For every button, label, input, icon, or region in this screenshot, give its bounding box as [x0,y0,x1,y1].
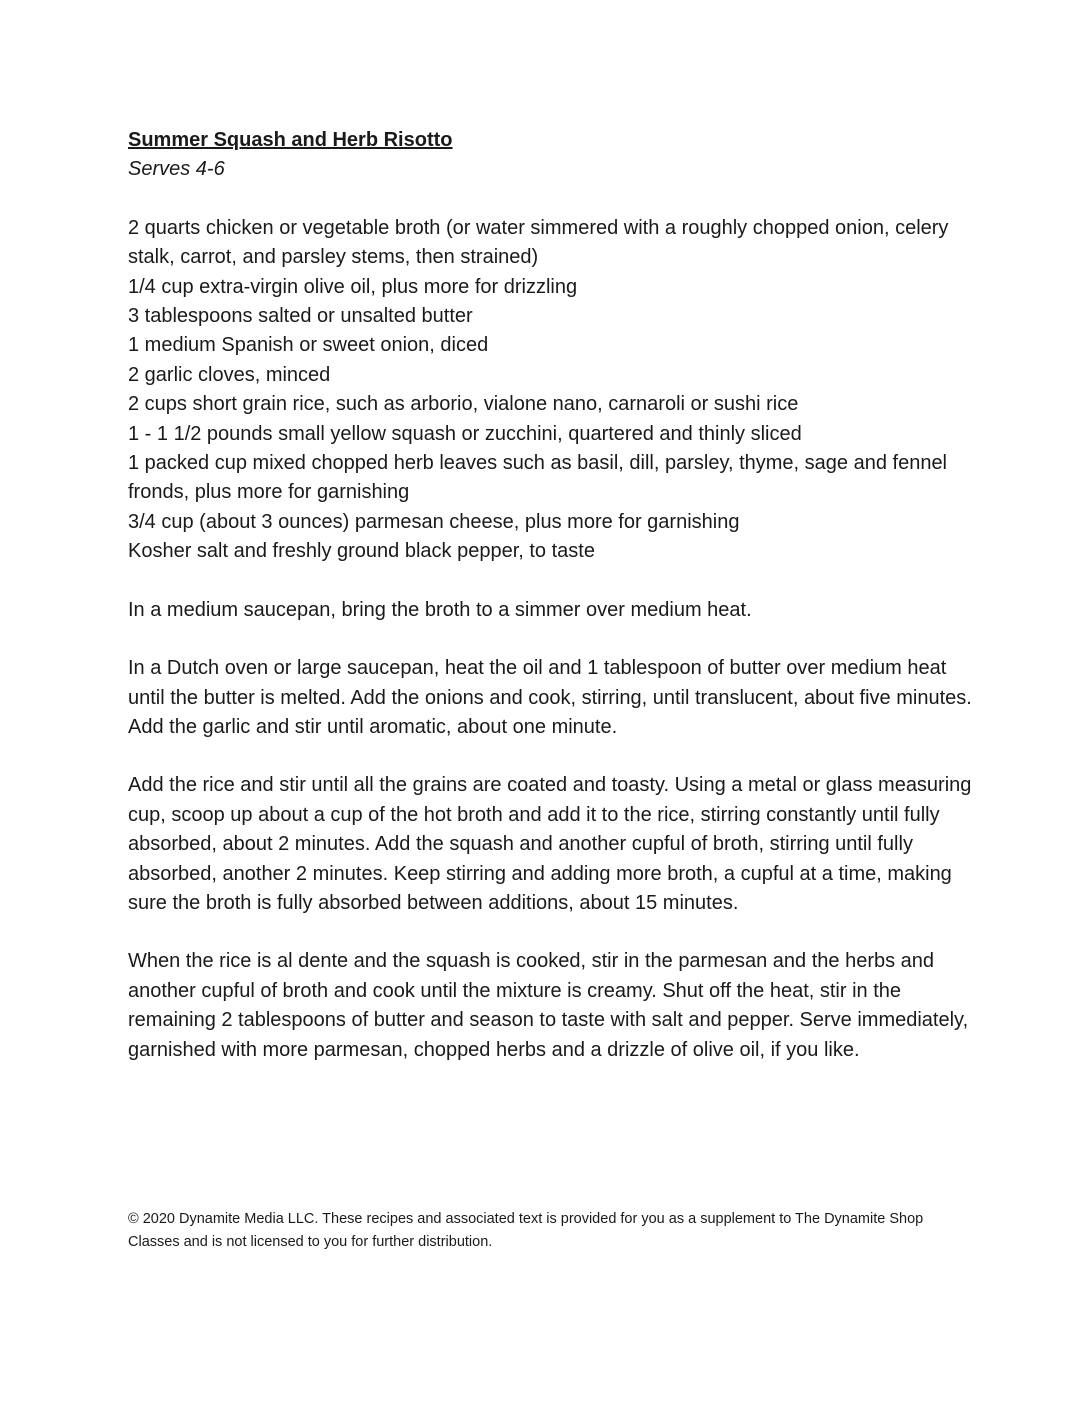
ingredient-item: 2 cups short grain rice, such as arborio, vialone nano, carnaroli or sushi rice [128,393,799,416]
ingredient-item: 3 tablespoons salted or unsalted butter [128,305,473,328]
ingredient-item: 2 quarts chicken or vegetable broth (or water simmered with a roughly chopped onion, celery stalk, carrot, and parsley stems, then strained) [128,216,949,269]
ingredient-item: 1 packed cup mixed chopped herb leaves such as basil, dill, parsley, thyme, sage and fennel fronds, plus more for garnishing [128,452,948,504]
ingredient-item: 2 garlic cloves, minced [128,363,331,386]
instruction-step: In a medium saucepan, bring the broth to a simmer over medium heat. [128,598,752,621]
instruction-step: Add the rice and stir until all the grains are coated and toasty. Using a metal or glass measuring cup, scoop up about a cup of the hot broth and add it to the rice, stirring constantly until fully absorbed, about 2 minutes. Add the squash and another cupful of broth, stirring until fully absorbed, another 2 minutes. Keep stirring and adding more broth, a cupful at a time, making sure the broth is fully absorbed between additions, about 15 minutes. [128,774,972,914]
recipe-title: Summer Squash and Herb Risotto [128,129,453,151]
ingredient-item: 1/4 cup extra-virgin olive oil, plus more for drizzling [128,275,578,298]
ingredient-list [128,214,978,567]
instruction-step: In a Dutch oven or large saucepan, heat the oil and 1 tablespoon of butter over medium heat until the butter is melted. Add the onions and cook, stirring, until translucent, about five minutes. Add the garlic and stir until aromatic, about one minute. [128,657,972,738]
ingredient-item: 1 medium Spanish or sweet onion, diced [128,334,489,357]
ingredient-item: 1 - 1 1/2 pounds small yellow squash or zucchini, quartered and thinly sliced [128,422,802,445]
recipe-serves: Serves 4-6 [128,158,225,181]
recipe-document [128,126,978,1065]
instruction-step: When the rice is al dente and the squash is cooked, stir in the parmesan and the herbs and another cupful of broth and cook until the mixture is creamy. Shut off the heat, stir in the remaining 2 tablespoons of butter and season to taste with salt and pepper. Serve immediately, garnished with more parmesan, chopped herbs and a drizzle of olive oil, if you like. [128,950,969,1061]
ingredient-item: 3/4 cup (about 3 ounces) parmesan cheese, plus more for garnishing [128,510,740,533]
ingredient-item: Kosher salt and freshly ground black pepper, to taste [128,540,595,563]
copyright-notice: © 2020 Dynamite Media LLC. These recipes and associated text is provided for you as a supplement to The Dynamite Shop Classes and is not licensed to you for further distribution. [128,1211,924,1250]
